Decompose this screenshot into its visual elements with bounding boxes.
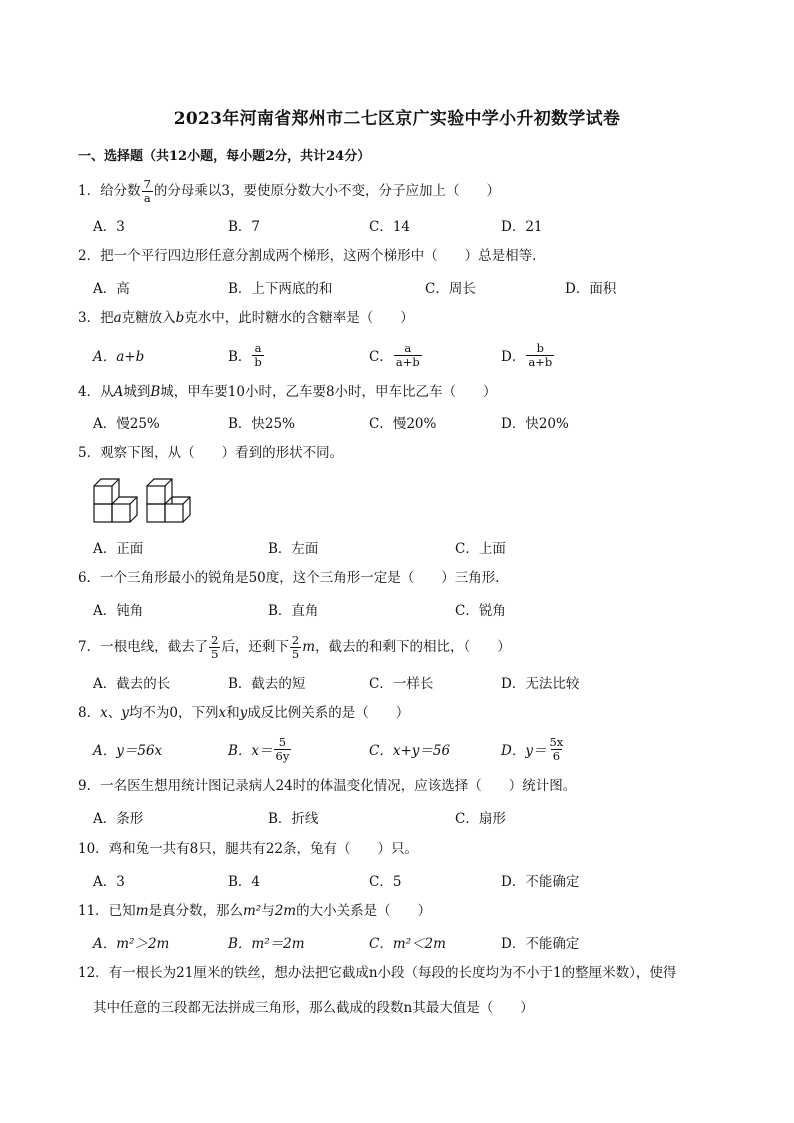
cube-edge <box>183 497 190 504</box>
question-3: 3．把a克糖放入b克水中，此时糖水的含糖率是（ ） <box>78 310 414 326</box>
option-b[interactable]: B．折线 <box>268 811 319 827</box>
option-d[interactable]: D．不能确定 <box>501 874 580 890</box>
option-c[interactable]: C．14 <box>369 219 411 235</box>
option-a[interactable]: A．正面 <box>93 541 144 557</box>
option-c[interactable]: C．x+y＝56 <box>369 743 451 759</box>
question-1: 1．给分数 $\frac{7}{a}$ 的分母乘以3，要使原分数大小不变，分子应加上（ ） <box>78 177 501 205</box>
option-c[interactable]: C．扇形 <box>455 811 506 827</box>
question-7-options <box>93 671 613 693</box>
option-a[interactable]: A．钝角 <box>93 603 144 619</box>
cube-edge <box>165 479 172 486</box>
fraction: $\frac{7}{a}$ <box>143 177 151 205</box>
option-b[interactable]: B．x＝ $\frac{5}{6y}$ <box>228 734 290 763</box>
option-a[interactable]: A．y＝56x <box>93 743 163 759</box>
option-a[interactable]: A．高 <box>93 281 130 297</box>
cubes-figure <box>92 476 192 524</box>
question-12-line-2: 其中任意的三段都无法拼成三角形，那么截成的段数n其最大值是（ ） <box>93 1000 534 1016</box>
section-heading: 一、选择题（共12小题，每小题2分，共计24分） <box>78 149 371 164</box>
cube-edge <box>130 497 137 504</box>
cube-face <box>94 504 112 522</box>
option-a[interactable]: A．截去的长 <box>93 676 171 692</box>
option-a[interactable]: A．3 <box>93 219 125 235</box>
option-b[interactable]: B．截去的短 <box>228 676 306 692</box>
cube-edge <box>112 479 119 486</box>
question-8-options <box>93 734 613 763</box>
option-d[interactable]: D．21 <box>501 219 543 235</box>
option-b[interactable]: B．直角 <box>268 603 319 619</box>
question-11-options <box>93 931 613 953</box>
cube-face <box>147 486 165 504</box>
option-b[interactable]: B．7 <box>228 219 261 235</box>
question-6-options <box>93 598 613 620</box>
question-10-options <box>93 869 613 891</box>
question-12-line-1: 12．有一根长为21厘米的铁丝，想办法把它截成n小段（每段的长度均为不小于1的整厘米数），使得 <box>78 965 677 981</box>
cube-face <box>165 504 183 522</box>
exam-title: 2023年河南省郑州市二七区京广实验中学小升初数学试卷 <box>173 109 621 129</box>
question-7: 7．一根电线，截去了 $\frac{2}{5}$ 后，还剩下 $\frac{2}{5}$ m，截去的和剩下的相比，（ ） <box>78 633 511 661</box>
question-9: 9．一名医生想用统计图记录病人24时的体温变化情况，应该选择（ ）统计图。 <box>78 778 577 794</box>
option-d[interactable]: D．快20% <box>501 416 569 432</box>
cube-face <box>112 504 130 522</box>
cube-face <box>94 486 112 504</box>
question-1-options <box>93 214 613 236</box>
option-c[interactable]: C．锐角 <box>455 603 506 619</box>
question-6: 6．一个三角形最小的锐角是50度，这个三角形一定是（ ）三角形． <box>78 570 509 586</box>
cube-edge <box>172 497 190 522</box>
question-11: 11．已知m是真分数，那么m²与2m的大小关系是（ ） <box>78 903 432 919</box>
option-c[interactable]: C．周长 <box>425 281 476 297</box>
option-b[interactable]: B．左面 <box>268 541 319 557</box>
option-b[interactable]: B．m²＝2m <box>228 936 305 952</box>
cube-edge <box>119 497 137 522</box>
fraction: $\frac{2}{5}$ <box>291 633 300 661</box>
question-9-options <box>93 806 613 828</box>
option-a[interactable]: A．条形 <box>93 811 144 827</box>
option-b[interactable]: B．4 <box>228 874 261 890</box>
fraction: $\frac{2}{5}$ <box>211 633 219 661</box>
option-c[interactable]: C．慢20% <box>369 416 437 432</box>
option-d[interactable]: D． $\frac{b}{a+b}$ <box>501 340 553 369</box>
option-a[interactable]: A．3 <box>93 874 125 890</box>
option-b[interactable]: B． $\frac{a}{b}$ <box>228 340 262 369</box>
option-a[interactable]: A．慢25% <box>93 416 160 432</box>
option-b[interactable]: B．快25% <box>228 416 295 432</box>
question-2: 2．把一个平行四边形任意分割成两个梯形，这两个梯形中（ ）总是相等． <box>78 248 546 264</box>
option-c[interactable]: C．5 <box>369 874 402 890</box>
option-a[interactable]: A．a+b <box>93 349 145 365</box>
question-2-options <box>93 276 617 298</box>
option-d[interactable]: D．面积 <box>565 281 617 297</box>
option-c[interactable]: C．m²＜2m <box>369 936 446 952</box>
question-3-options <box>93 340 613 369</box>
option-c[interactable]: C．上面 <box>455 541 506 557</box>
question-4: 4．从A城到B城，甲车要10小时，乙车要8小时，甲车比乙车（ ） <box>78 384 497 400</box>
question-10: 10．鸡和兔一共有8只，腿共有22条，兔有（ ）只。 <box>78 841 418 857</box>
option-d[interactable]: D．无法比较 <box>501 676 580 692</box>
option-c[interactable]: C．一样长 <box>369 676 434 692</box>
option-d[interactable]: D．不能确定 <box>501 936 580 952</box>
question-5-options <box>93 536 613 558</box>
question-4-options <box>93 411 613 433</box>
question-5: 5．观察下图，从（ ）看到的形状不同。 <box>78 445 344 461</box>
cube-face <box>147 504 165 522</box>
option-a[interactable]: A．m²＞2m <box>93 936 170 952</box>
option-b[interactable]: B．上下两底的和 <box>228 281 333 297</box>
question-8: 8．x、y均不为0，下列x和y成反比例关系的是（ ） <box>78 705 410 721</box>
option-c[interactable]: C． $\frac{a}{a+b}$ <box>369 340 420 369</box>
option-d[interactable]: D．y＝ $\frac{5x}{6}$ <box>501 734 564 763</box>
